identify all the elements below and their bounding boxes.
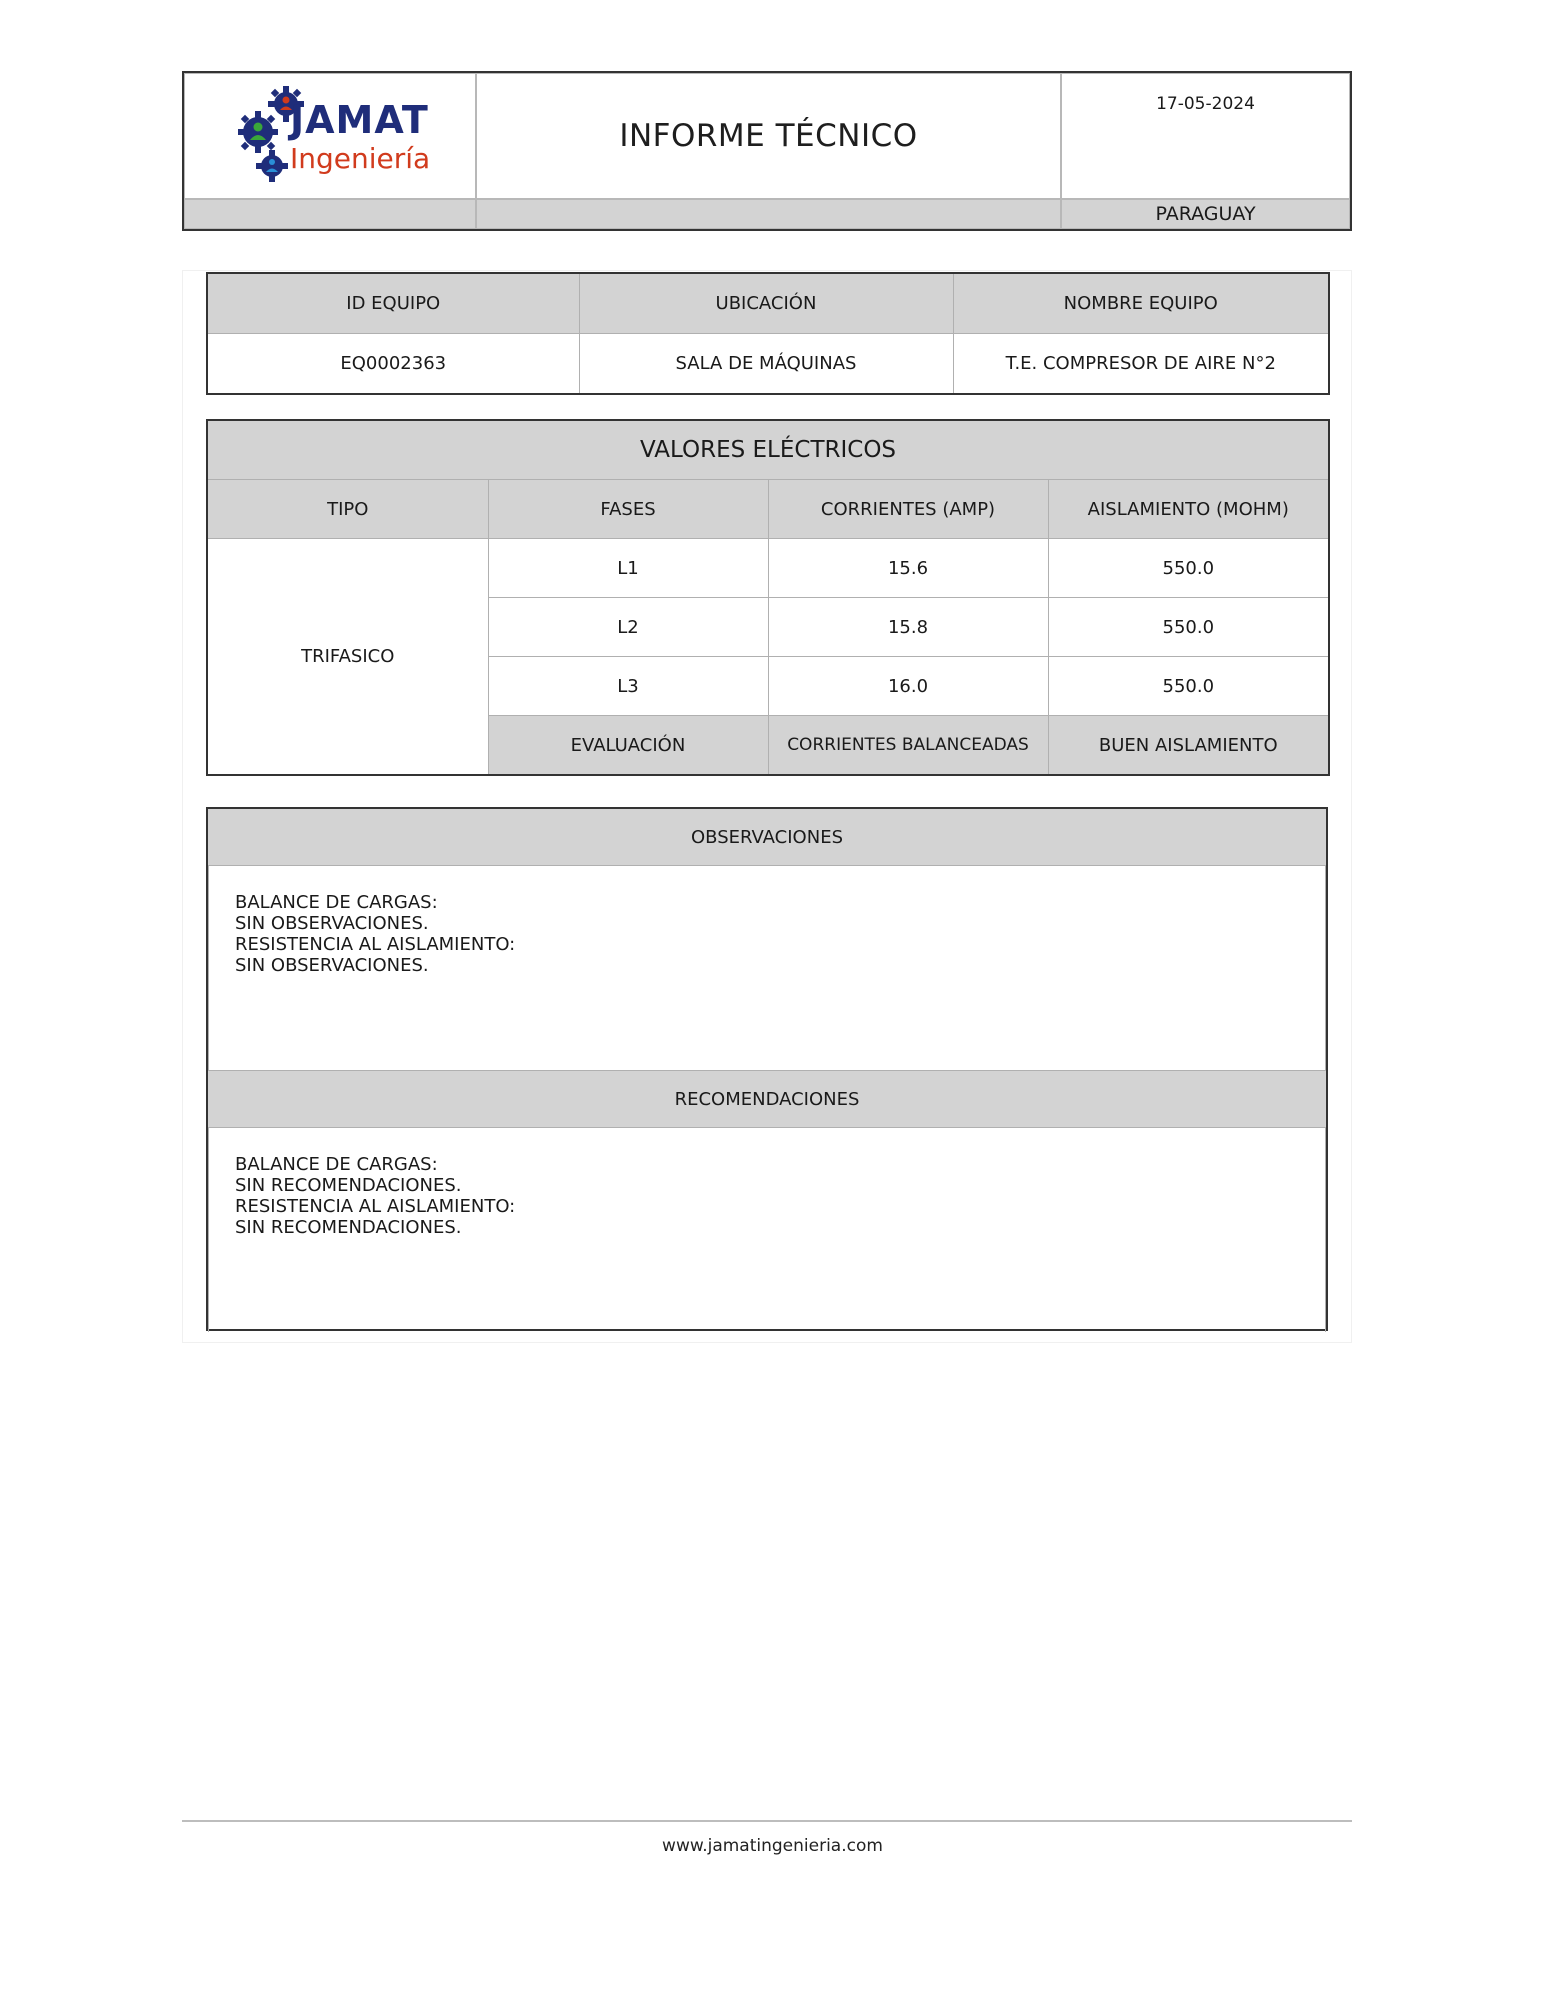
table-header-row <box>207 480 1329 539</box>
header-tipo: TIPO <box>207 480 488 539</box>
table-row <box>207 539 1329 598</box>
report-header <box>182 71 1352 231</box>
company-logo <box>230 86 430 186</box>
footer-website-link[interactable]: www.jamatingenieria.com <box>662 1836 883 1856</box>
equipment-id: EQ0002363 <box>207 334 579 395</box>
corriente-cell: 15.6 <box>768 539 1048 598</box>
header-empty-cell-middle <box>476 199 1061 229</box>
recomendaciones-line: RESISTENCIA AL AISLAMIENTO: <box>235 1196 516 1217</box>
notes-box <box>206 807 1328 1331</box>
electrical-values-table <box>206 419 1330 776</box>
logo-cell <box>184 73 476 199</box>
logo-subtitle: Ingeniería <box>290 142 431 175</box>
table-title-row <box>207 420 1329 480</box>
recomendaciones-body <box>208 1128 1326 1332</box>
evaluation-aislamiento: BUEN AISLAMIENTO <box>1048 716 1329 776</box>
header-empty-cell-left <box>184 199 476 229</box>
observaciones-line: SIN OBSERVACIONES. <box>235 955 429 976</box>
evaluation-corrientes: CORRIENTES BALANCEADAS <box>768 716 1048 776</box>
recomendaciones-line: BALANCE DE CARGAS: <box>235 1154 438 1175</box>
recomendaciones-line: SIN RECOMENDACIONES. <box>235 1175 462 1196</box>
footer-divider <box>182 1820 1352 1822</box>
fase-cell: L2 <box>488 598 768 657</box>
aislamiento-cell: 550.0 <box>1048 657 1329 716</box>
header-corrientes: CORRIENTES (AMP) <box>768 480 1048 539</box>
observaciones-line: BALANCE DE CARGAS: <box>235 892 438 913</box>
fase-cell: L3 <box>488 657 768 716</box>
fase-cell: L1 <box>488 539 768 598</box>
report-title: INFORME TÉCNICO <box>476 73 1061 199</box>
recomendaciones-title: RECOMENDACIONES <box>208 1070 1326 1128</box>
date-text: 17-05-2024 <box>1156 94 1255 114</box>
header-aislamiento: AISLAMIENTO (MOHM) <box>1048 480 1329 539</box>
corriente-cell: 15.8 <box>768 598 1048 657</box>
header-id-equipo: ID EQUIPO <box>207 273 579 334</box>
header-fases: FASES <box>488 480 768 539</box>
electrical-values-title: VALORES ELÉCTRICOS <box>207 420 1329 480</box>
corriente-cell: 16.0 <box>768 657 1048 716</box>
report-date <box>1061 73 1350 199</box>
table-header-row <box>207 273 1329 334</box>
observaciones-line: RESISTENCIA AL AISLAMIENTO: <box>235 934 516 955</box>
recomendaciones-line: SIN RECOMENDACIONES. <box>235 1217 462 1238</box>
evaluation-label: EVALUACIÓN <box>488 716 768 776</box>
report-country: PARAGUAY <box>1061 199 1350 229</box>
tipo-value: TRIFASICO <box>207 539 488 776</box>
observaciones-body <box>208 866 1326 1070</box>
equipment-table <box>206 272 1330 395</box>
observaciones-line: SIN OBSERVACIONES. <box>235 913 429 934</box>
aislamiento-cell: 550.0 <box>1048 539 1329 598</box>
logo-word: JAMAT <box>290 98 429 142</box>
observaciones-title: OBSERVACIONES <box>208 809 1326 866</box>
header-ubicacion: UBICACIÓN <box>579 273 953 334</box>
aislamiento-cell: 550.0 <box>1048 598 1329 657</box>
table-row <box>207 334 1329 395</box>
equipment-location: SALA DE MÁQUINAS <box>579 334 953 395</box>
equipment-name: T.E. COMPRESOR DE AIRE N°2 <box>953 334 1329 395</box>
header-nombre-equipo: NOMBRE EQUIPO <box>953 273 1329 334</box>
